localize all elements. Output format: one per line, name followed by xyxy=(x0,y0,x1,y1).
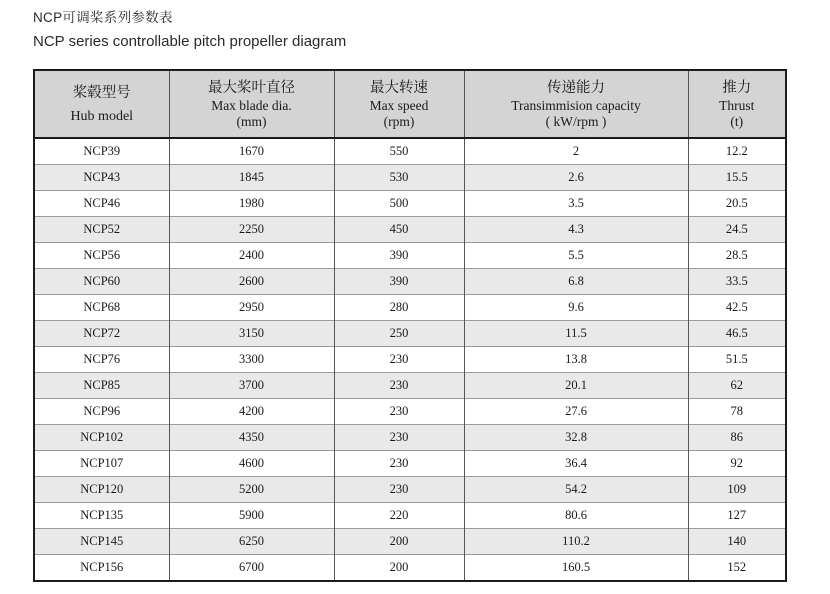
value-cell: 24.5 xyxy=(688,217,786,243)
value-cell: 6.8 xyxy=(464,269,688,295)
value-cell: 80.6 xyxy=(464,503,688,529)
col-header-thrust xyxy=(688,70,786,138)
hub-model-cell: NCP68 xyxy=(34,295,169,321)
value-cell: 1980 xyxy=(169,191,334,217)
table-row xyxy=(34,347,786,373)
value-cell: 1670 xyxy=(169,138,334,165)
value-cell: 32.8 xyxy=(464,425,688,451)
hub-model-cell: NCP96 xyxy=(34,399,169,425)
table-body xyxy=(34,138,786,581)
value-cell: 11.5 xyxy=(464,321,688,347)
table-row xyxy=(34,529,786,555)
hub-model-cell: NCP135 xyxy=(34,503,169,529)
value-cell: 92 xyxy=(688,451,786,477)
hub-model-cell: NCP60 xyxy=(34,269,169,295)
value-cell: 2.6 xyxy=(464,165,688,191)
header-label-zh: 最大桨叶直径 xyxy=(208,79,295,96)
table-header xyxy=(34,70,786,138)
table-row xyxy=(34,425,786,451)
col-header-blade-dia xyxy=(169,70,334,138)
value-cell: 2600 xyxy=(169,269,334,295)
value-cell: 78 xyxy=(688,399,786,425)
value-cell: 160.5 xyxy=(464,555,688,582)
table-row xyxy=(34,295,786,321)
value-cell: 2950 xyxy=(169,295,334,321)
header-label-en: Thrust xyxy=(719,97,755,113)
value-cell: 28.5 xyxy=(688,243,786,269)
value-cell: 230 xyxy=(334,347,464,373)
hub-model-cell: NCP107 xyxy=(34,451,169,477)
hub-model-cell: NCP156 xyxy=(34,555,169,582)
value-cell: 230 xyxy=(334,451,464,477)
value-cell: 4350 xyxy=(169,425,334,451)
value-cell: 6700 xyxy=(169,555,334,582)
page-titles xyxy=(33,6,346,54)
hub-model-cell: NCP43 xyxy=(34,165,169,191)
table-row xyxy=(34,503,786,529)
hub-model-cell: NCP145 xyxy=(34,529,169,555)
value-cell: 230 xyxy=(334,373,464,399)
table-row xyxy=(34,243,786,269)
header-unit-label: (rpm) xyxy=(383,113,415,129)
value-cell: 62 xyxy=(688,373,786,399)
table-row xyxy=(34,138,786,165)
value-cell: 1845 xyxy=(169,165,334,191)
header-label-zh: 推力 xyxy=(722,79,752,96)
header-label-en: Transimmision capacity xyxy=(511,97,641,113)
table-row xyxy=(34,217,786,243)
value-cell: 140 xyxy=(688,529,786,555)
value-cell: 200 xyxy=(334,555,464,582)
value-cell: 390 xyxy=(334,243,464,269)
spec-table xyxy=(33,69,787,582)
value-cell: 450 xyxy=(334,217,464,243)
header-label-zh: 最大转速 xyxy=(370,79,428,96)
value-cell: 12.2 xyxy=(688,138,786,165)
table-row xyxy=(34,191,786,217)
value-cell: 51.5 xyxy=(688,347,786,373)
value-cell: 33.5 xyxy=(688,269,786,295)
hub-model-cell: NCP120 xyxy=(34,477,169,503)
value-cell: 13.8 xyxy=(464,347,688,373)
value-cell: 6250 xyxy=(169,529,334,555)
table-row xyxy=(34,555,786,582)
table-row xyxy=(34,373,786,399)
value-cell: 230 xyxy=(334,399,464,425)
value-cell: 2400 xyxy=(169,243,334,269)
hub-model-cell: NCP76 xyxy=(34,347,169,373)
value-cell: 109 xyxy=(688,477,786,503)
header-label-en: Hub model xyxy=(70,109,134,124)
value-cell: 20.5 xyxy=(688,191,786,217)
header-unit-label: (mm) xyxy=(236,113,267,129)
hub-model-cell: NCP72 xyxy=(34,321,169,347)
table-row xyxy=(34,477,786,503)
value-cell: 230 xyxy=(334,477,464,503)
value-cell: 4600 xyxy=(169,451,334,477)
table-row xyxy=(34,165,786,191)
value-cell: 27.6 xyxy=(464,399,688,425)
value-cell: 200 xyxy=(334,529,464,555)
value-cell: 530 xyxy=(334,165,464,191)
value-cell: 54.2 xyxy=(464,477,688,503)
value-cell: 550 xyxy=(334,138,464,165)
value-cell: 42.5 xyxy=(688,295,786,321)
table-row xyxy=(34,451,786,477)
value-cell: 9.6 xyxy=(464,295,688,321)
hub-model-cell: NCP39 xyxy=(34,138,169,165)
value-cell: 3300 xyxy=(169,347,334,373)
table-row xyxy=(34,399,786,425)
value-cell: 127 xyxy=(688,503,786,529)
page-title-en: NCP series controllable pitch propeller diagram xyxy=(33,33,347,50)
value-cell: 3.5 xyxy=(464,191,688,217)
hub-model-cell: NCP46 xyxy=(34,191,169,217)
value-cell: 3700 xyxy=(169,373,334,399)
value-cell: 3150 xyxy=(169,321,334,347)
header-unit-label: (t) xyxy=(730,113,744,129)
header-label-zh: 桨毂型号 xyxy=(72,85,131,101)
header-row xyxy=(34,70,786,138)
value-cell: 280 xyxy=(334,295,464,321)
hub-model-cell: NCP56 xyxy=(34,243,169,269)
value-cell: 152 xyxy=(688,555,786,582)
value-cell: 5200 xyxy=(169,477,334,503)
hub-model-cell: NCP85 xyxy=(34,373,169,399)
value-cell: 5.5 xyxy=(464,243,688,269)
value-cell: 390 xyxy=(334,269,464,295)
value-cell: 46.5 xyxy=(688,321,786,347)
value-cell: 2 xyxy=(464,138,688,165)
value-cell: 5900 xyxy=(169,503,334,529)
header-label-en: Max speed xyxy=(369,97,429,113)
value-cell: 86 xyxy=(688,425,786,451)
value-cell: 4.3 xyxy=(464,217,688,243)
header-unit-label: ( kW/rpm ) xyxy=(545,113,607,129)
table-row xyxy=(34,269,786,295)
value-cell: 4200 xyxy=(169,399,334,425)
value-cell: 36.4 xyxy=(464,451,688,477)
value-cell: 2250 xyxy=(169,217,334,243)
value-cell: 220 xyxy=(334,503,464,529)
value-cell: 110.2 xyxy=(464,529,688,555)
hub-model-cell: NCP52 xyxy=(34,217,169,243)
col-header-max-speed xyxy=(334,70,464,138)
value-cell: 230 xyxy=(334,425,464,451)
header-label-en: Max blade dia. xyxy=(211,97,292,113)
value-cell: 500 xyxy=(334,191,464,217)
value-cell: 20.1 xyxy=(464,373,688,399)
table-row xyxy=(34,321,786,347)
value-cell: 15.5 xyxy=(688,165,786,191)
value-cell: 250 xyxy=(334,321,464,347)
col-header-hub-model xyxy=(34,70,169,138)
hub-model-cell: NCP102 xyxy=(34,425,169,451)
col-header-capacity xyxy=(464,70,688,138)
page-title-zh: NCP可调桨系列参数表 xyxy=(33,10,173,25)
header-label-zh: 传递能力 xyxy=(547,79,605,96)
